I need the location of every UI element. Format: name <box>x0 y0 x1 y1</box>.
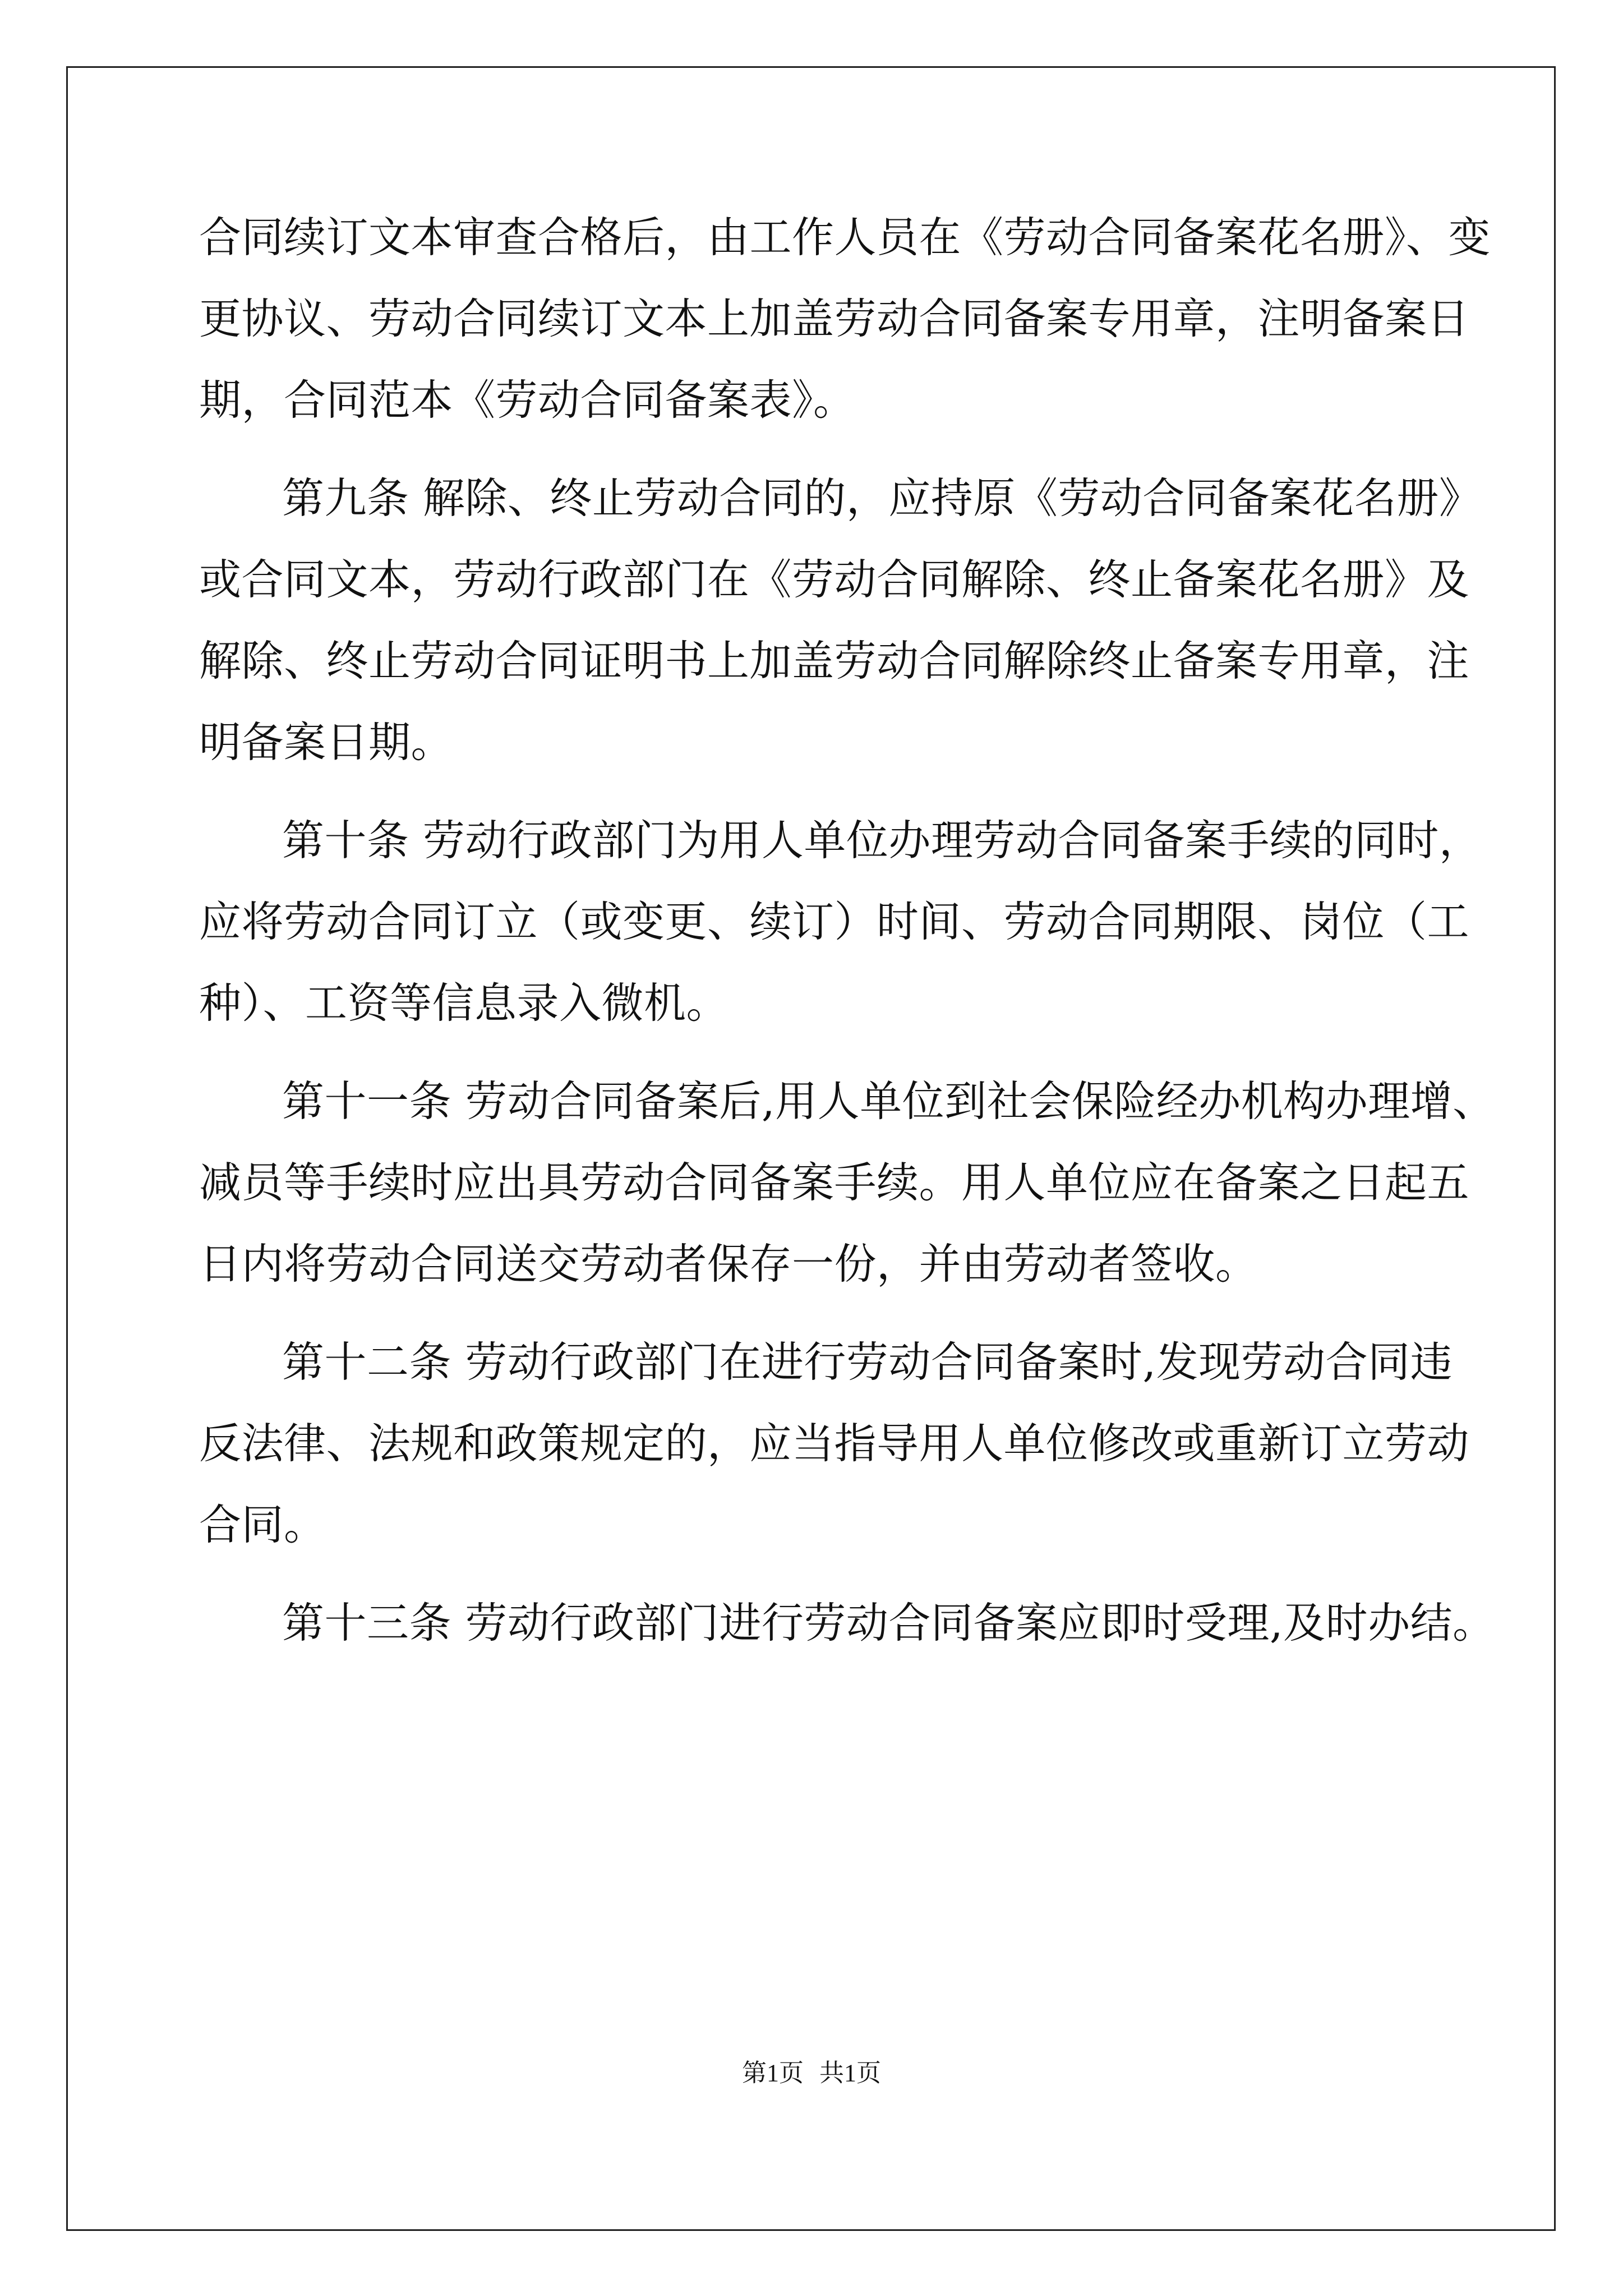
text-line: 应将劳动合同订立（或变更、续订）时间、劳动合同期限、岗位（工 <box>199 897 1470 946</box>
text-line: 解除、终止劳动合同证明书上加盖劳动合同解除终止备案专用章，注 <box>199 636 1470 685</box>
text-line: 更协议、劳动合同续订文本上加盖劳动合同备案专用章，注明备案日 <box>199 294 1470 343</box>
text-line: 种）、工资等信息录入微机。 <box>199 978 729 1028</box>
article-11-heading-line: 第十一条 劳动合同备案后,用人单位到社会保险经办机构办理增、 <box>282 1076 1495 1126</box>
text-line: 日内将劳动合同送交劳动者保存一份，并由劳动者签收。 <box>199 1239 1258 1289</box>
text-line: 合同。 <box>199 1500 326 1549</box>
page-total: 共1页 <box>819 2059 881 2087</box>
article-13-heading-line: 第十三条 劳动行政部门进行劳动合同备案应即时受理,及时办结。 <box>282 1598 1495 1648</box>
text-line: 反法律、法规和政策规定的，应当指导用人单位修改或重新订立劳动 <box>199 1419 1470 1468</box>
article-9-heading-line: 第九条 解除、终止劳动合同的，应持原《劳动合同备案花名册》 <box>282 473 1482 523</box>
text-line: 合同续订文本审查合格后，由工作人员在《劳动合同备案花名册》、变 <box>199 213 1491 262</box>
text-line: 或合同文本，劳动行政部门在《劳动合同解除、终止备案花名册》及 <box>199 555 1470 604</box>
page-footer <box>0 2056 1623 2090</box>
text-line: 减员等手续时应出具劳动合同备案手续。用人单位应在备案之日起五 <box>199 1158 1470 1207</box>
article-12-heading-line: 第十二条 劳动行政部门在进行劳动合同备案时,发现劳动合同违 <box>282 1337 1453 1387</box>
article-10-heading-line: 第十条 劳动行政部门为用人单位办理劳动合同备案手续的同时， <box>282 816 1482 865</box>
page-number: 第1页 <box>742 2059 804 2087</box>
text-line: 明备案日期。 <box>199 717 454 767</box>
text-line: 期，合同范本《劳动合同备案表》。 <box>199 375 856 425</box>
